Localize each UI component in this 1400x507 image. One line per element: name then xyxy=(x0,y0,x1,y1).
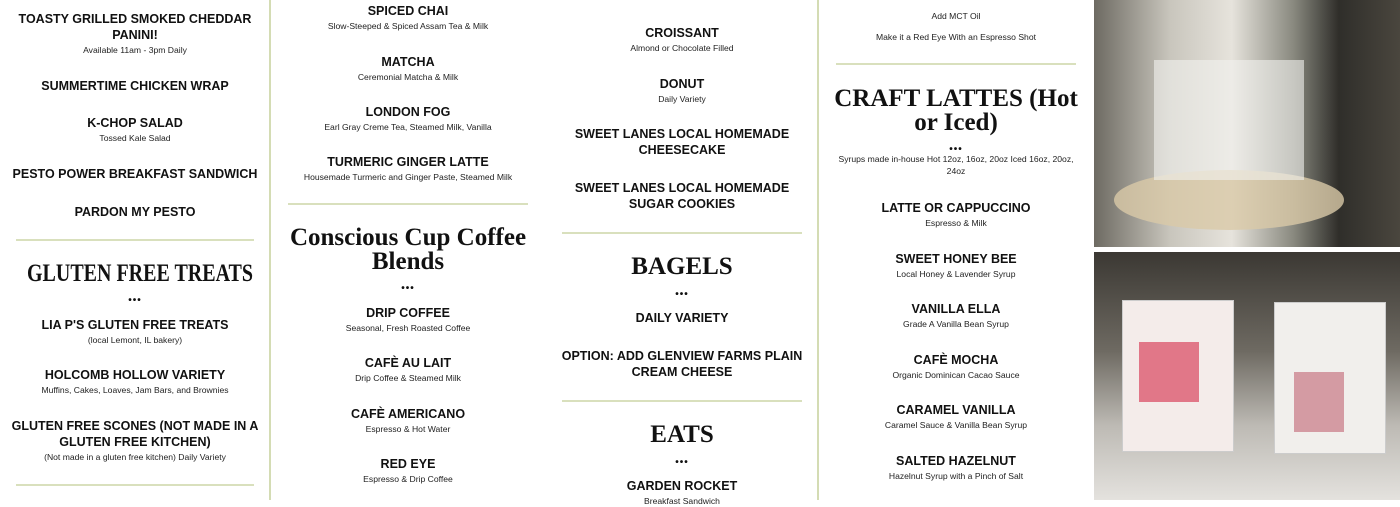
section-divider xyxy=(288,203,528,205)
ellipsis-ornament: ••• xyxy=(949,144,963,155)
counter-signs-photo xyxy=(1094,252,1400,500)
menu-item xyxy=(272,104,544,133)
menu-item-name: TURMERIC GINGER LATTE xyxy=(327,155,489,169)
section-divider xyxy=(16,484,254,486)
menu-item-description: Breakfast Sandwich xyxy=(644,496,720,506)
menu-item xyxy=(0,317,270,346)
menu-item xyxy=(272,456,544,485)
menu-item-description: Espresso & Hot Water xyxy=(365,424,451,434)
menu-item xyxy=(272,355,544,384)
menu-item xyxy=(0,166,270,182)
menu-item xyxy=(546,126,818,158)
menu-item-name: HOLCOMB HOLLOW VARIETY xyxy=(44,368,226,382)
menu-item xyxy=(272,406,544,435)
menu-item xyxy=(820,402,1092,431)
menu-item-name: CAFÈ MOCHA xyxy=(913,353,999,367)
menu-note xyxy=(820,152,1092,177)
menu-item xyxy=(820,200,1092,229)
menu-note xyxy=(820,30,1092,43)
menu-column-1 xyxy=(0,0,270,500)
menu-item xyxy=(0,11,270,56)
menu-item-name: PARDON MY PESTO xyxy=(74,205,196,219)
menu-item-name: LIA P'S GLUTEN FREE TREATS xyxy=(41,318,229,332)
menu-item xyxy=(820,453,1092,482)
menu-item-description: Ceremonial Matcha & Milk xyxy=(357,72,459,82)
menu-item-name: DONUT xyxy=(659,77,705,91)
menu-item-description: Add MCT Oil xyxy=(931,11,981,21)
menu-item-description: Syrups made in-house Hot 12oz, 16oz, 20oz Iced 16oz, 20oz, 24oz xyxy=(838,154,1074,176)
menu-item-description: Seasonal, Fresh Roasted Coffee xyxy=(345,323,471,333)
menu-item-name: LATTE OR CAPPUCCINO xyxy=(881,201,1031,215)
section-heading: GLUTEN FREE TREATS xyxy=(27,260,253,287)
menu-item-description: Tossed Kale Salad xyxy=(99,133,171,143)
menu-item-name: SALTED HAZELNUT xyxy=(896,454,1016,468)
menu-item xyxy=(0,78,270,94)
menu-item-name: CROISSANT xyxy=(645,26,719,40)
menu-item-name: RED EYE xyxy=(380,457,436,471)
menu-item-description: Housemade Turmeric and Ginger Paste, Steamed Milk xyxy=(303,172,513,182)
menu-item xyxy=(546,180,818,212)
section-divider xyxy=(562,400,802,402)
menu-item-description: (Not made in a gluten free kitchen) Daily Variety xyxy=(44,452,226,462)
menu-item-description: Earl Gray Creme Tea, Steamed Milk, Vanilla xyxy=(324,122,492,132)
menu-item-name: CARAMEL VANILLA xyxy=(896,403,1016,417)
menu-item-description: Slow-Steeped & Spiced Assam Tea & Milk xyxy=(327,21,489,31)
menu-item xyxy=(546,76,818,105)
menu-item-description: Almond or Chocolate Filled xyxy=(630,43,734,53)
menu-item xyxy=(272,154,544,183)
menu-item-description: Hazelnut Syrup with a Pinch of Salt xyxy=(888,471,1024,481)
menu-item xyxy=(272,3,544,32)
menu-item-name: SWEET LANES LOCAL HOMEMADE SUGAR COOKIES xyxy=(574,181,790,211)
menu-item xyxy=(0,204,270,220)
menu-note xyxy=(820,9,1092,22)
section-heading: CRAFT LATTES (Hot or Iced) xyxy=(834,85,1078,136)
menu-item-name: LONDON FOG xyxy=(365,105,451,119)
menu-item-name: SUMMERTIME CHICKEN WRAP xyxy=(41,79,229,93)
section-divider xyxy=(562,232,802,234)
menu-item-description: Espresso & Milk xyxy=(925,218,987,228)
menu-item-description: Grade A Vanilla Bean Syrup xyxy=(903,319,1009,329)
column-divider xyxy=(817,0,819,500)
menu-item-name: PESTO POWER BREAKFAST SANDWICH xyxy=(12,167,258,181)
menu-item-name: TOASTY GRILLED SMOKED CHEDDAR PANINI! xyxy=(18,12,252,42)
menu-item-name: K-CHOP SALAD xyxy=(87,116,183,130)
column-divider xyxy=(269,0,271,500)
menu-item xyxy=(272,54,544,83)
section-divider xyxy=(16,239,254,241)
menu-item-name: DAILY VARIETY xyxy=(635,311,729,325)
menu-item xyxy=(0,115,270,144)
menu-item-description: Espresso & Drip Coffee xyxy=(363,474,453,484)
menu-column-4 xyxy=(820,0,1092,500)
sign-image-shape xyxy=(1294,372,1344,432)
menu-item-name: GARDEN ROCKET xyxy=(626,479,738,493)
shop-shelf-photo xyxy=(1094,0,1400,247)
menu-item xyxy=(546,348,818,380)
menu-item-description: Local Honey & Lavender Syrup xyxy=(896,269,1016,279)
menu-item xyxy=(820,352,1092,381)
menu-item-name: SWEET LANES LOCAL HOMEMADE CHEESECAKE xyxy=(574,127,790,157)
section-divider xyxy=(836,63,1076,65)
ellipsis-ornament: ••• xyxy=(128,295,142,306)
menu-item xyxy=(0,367,270,396)
ellipsis-ornament: ••• xyxy=(401,283,415,294)
menu-column-3 xyxy=(546,0,818,506)
menu-item xyxy=(272,305,544,334)
menu-item-description: Daily Variety xyxy=(658,94,706,104)
menu-item xyxy=(820,301,1092,330)
menu-item-description: (local Lemont, IL bakery) xyxy=(87,335,183,345)
menu-item-name: DRIP COFFEE xyxy=(366,306,450,320)
menu-item xyxy=(0,418,270,463)
menu-item-description: Drip Coffee & Steamed Milk xyxy=(355,373,461,383)
menu-item-name: SPICED CHAI xyxy=(367,4,449,18)
menu-item-name: GLUTEN FREE SCONES (NOT MADE IN A GLUTEN FREE KITCHEN) xyxy=(11,419,259,449)
menu-item-description: Make it a Red Eye With an Espresso Shot xyxy=(875,32,1036,42)
section-heading: BAGELS xyxy=(631,253,733,280)
menu-item-description: Organic Dominican Cacao Sauce xyxy=(892,370,1020,380)
menu-item-name: VANILLA ELLA xyxy=(911,302,1001,316)
sign-image-shape xyxy=(1139,342,1199,402)
ellipsis-ornament: ••• xyxy=(675,289,689,300)
menu-item-description: Available 11am - 3pm Daily xyxy=(83,45,187,55)
menu-item-name: SWEET HONEY BEE xyxy=(895,252,1017,266)
menu-item-name: MATCHA xyxy=(381,55,435,69)
section-heading: Conscious Cup Coffee Blends xyxy=(289,224,527,275)
section-heading: EATS xyxy=(650,421,714,448)
menu-item xyxy=(546,310,818,326)
menu-item xyxy=(546,25,818,54)
menu-item-description: Caramel Sauce & Vanilla Bean Syrup xyxy=(884,420,1028,430)
menu-item-name: CAFÈ AU LAIT xyxy=(364,356,452,370)
menu-item xyxy=(820,251,1092,280)
menu-item xyxy=(546,478,818,507)
product-display-shape xyxy=(1154,60,1304,180)
ellipsis-ornament: ••• xyxy=(675,457,689,468)
menu-item-name: CAFÈ AMERICANO xyxy=(350,407,466,421)
menu-column-2 xyxy=(272,0,544,500)
menu-item-description: Muffins, Cakes, Loaves, Jam Bars, and Brownies xyxy=(41,385,229,395)
menu-item-name: OPTION: ADD GLENVIEW FARMS PLAIN CREAM CHEESE xyxy=(561,349,803,379)
